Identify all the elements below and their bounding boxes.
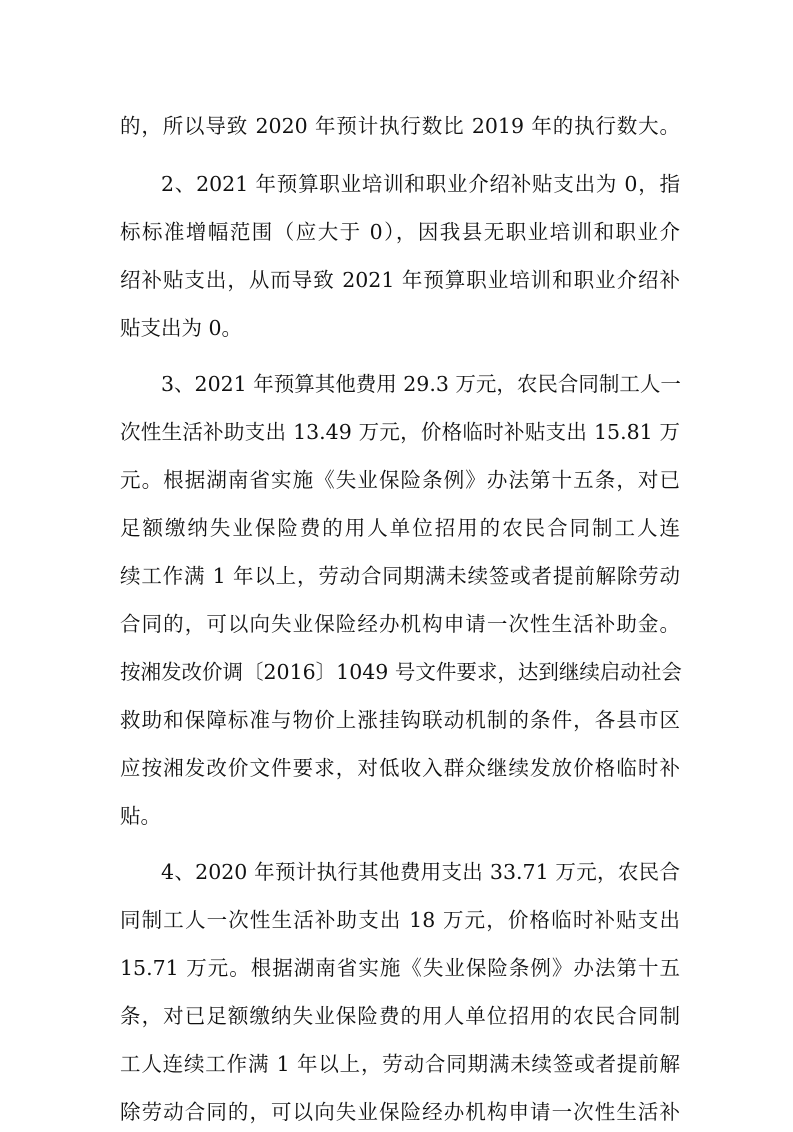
text-line: 同制工人一次性生活补助支出 18 万元，价格临时补贴支出 (120, 908, 680, 932)
text-line: 次性生活补助支出 13.49 万元，价格临时补贴支出 15.81 万 (120, 420, 680, 444)
text-line: 标标准增幅范围（应大于 0），因我县无职业培训和职业介 (120, 220, 680, 244)
text-line: 续工作满 1 年以上，劳动合同期满未续签或者提前解除劳动 (120, 564, 680, 588)
text-line: 除劳动合同的，可以向失业保险经办机构申请一次性生活补 (120, 1100, 680, 1124)
text-line: 合同的，可以向失业保险经办机构申请一次性生活补助金。 (120, 612, 680, 636)
text-line: 救助和保障标准与物价上涨挂钩联动机制的条件，各县市区 (120, 708, 680, 732)
text-line: 应按湘发改价文件要求，对低收入群众继续发放价格临时补 (120, 756, 680, 780)
text-line: 绍补贴支出，从而导致 2021 年预算职业培训和职业介绍补 (120, 268, 680, 292)
text-line: 足额缴纳失业保险费的用人单位招用的农民合同制工人连 (120, 516, 680, 540)
text-line: 条，对已足额缴纳失业保险费的用人单位招用的农民合同制 (120, 1004, 680, 1028)
text-line: 的，所以导致 2020 年预计执行数比 2019 年的执行数大。 (120, 114, 680, 138)
text-line: 按湘发改价调〔2016〕1049 号文件要求，达到继续启动社会 (120, 660, 682, 684)
text-line: 3、2021 年预算其他费用 29.3 万元，农民合同制工人一 (161, 372, 681, 396)
text-line: 贴支出为 0。 (120, 316, 243, 340)
text-line: 贴。 (120, 804, 161, 828)
text-line: 元。根据湖南省实施《失业保险条例》办法第十五条，对已 (120, 468, 680, 492)
text-line: 15.71 万元。根据湖南省实施《失业保险条例》办法第十五 (120, 956, 680, 980)
text-line: 工人连续工作满 1 年以上，劳动合同期满未续签或者提前解 (120, 1052, 680, 1076)
text-line: 2、2021 年预算职业培训和职业介绍补贴支出为 0，指 (161, 172, 680, 196)
text-line: 4、2020 年预计执行其他费用支出 33.71 万元，农民合 (161, 860, 680, 884)
